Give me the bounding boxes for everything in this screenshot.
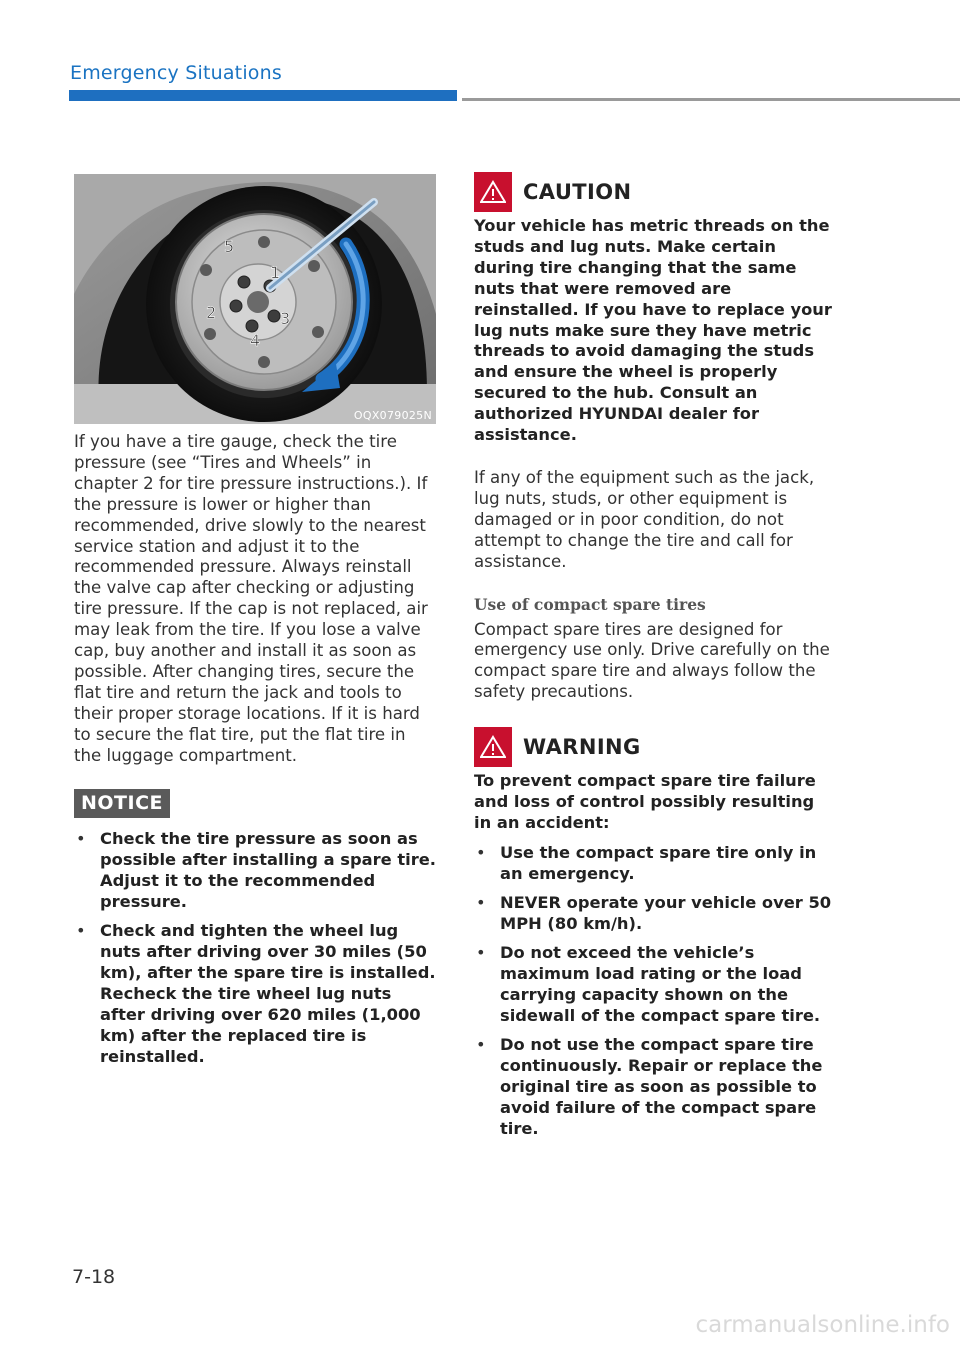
warning-item: • Do not exceed the vehicle’s maximum load rating or the load carrying capacity shown on the sidewall of the compact spare tire. [474,942,834,1026]
warning-title: WARNING [523,735,641,760]
right-column [474,172,834,1147]
equipment-paragraph: If any of the equipment such as the jack, lug nuts, studs, or other equipment is damaged or in poor condition, do not attempt to change the tire and call for assistance. [474,467,815,571]
lug-label-1: 1 [270,263,281,282]
page-number: 7-18 [72,1266,116,1288]
compact-spare-heading: Use of compact spare tires [474,594,706,614]
header-rule-accent [69,90,457,101]
caution-body: Your vehicle has metric threads on the studs and lug nuts. Make certain during tire changing that the same nuts that were removed are reinstalled. If you have to replace your lug nuts make sure they have metric threads to avoid damaging the studs and ensure the wheel is properly secured to the hub. Consult an authorized HYUNDAI dealer for assistance. [474,216,832,445]
notice-item: • Check the tire pressure as soon as possible after installing a spare tire. Adjust it to the recommended pressure. [74,828,436,912]
notice-item: • Check and tighten the wheel lug nuts after driving over 30 miles (50 km), after the spare tire is installed. Recheck the tire wheel lug nuts after driving over 620 miles (1,000 km) after the replaced tire is reinstalled. [74,920,436,1067]
warning-item: • Do not use the compact spare tire continuously. Repair or replace the original tire as soon as possible to avoid failure of the compact spare tire. [474,1034,834,1139]
notice-list [74,828,436,1067]
header-rule-gray [462,98,960,101]
lug-label-2: 2 [206,303,217,322]
wheel-illustration [74,174,436,424]
warning-intro: To prevent compact spare tire failure and loss of control possibly resulting in an accident: [474,771,816,832]
lug-label-3: 3 [280,309,291,328]
warning-list [474,842,834,1139]
tire-pressure-paragraph: If you have a tire gauge, check the tire pressure (see “Tires and Wheels” in chapter 2 for tire pressure instructions.). If the pressure is lower or higher than recommended, drive slowly to the nearest service station and adjust it to the recommended pressure. Always reinstall the valve cap after checking or adjusting tire pressure. If the cap is not replaced, air may leak from the tire. If you lose a valve cap, buy another and install it as soon as possible. After changing tires, secure the flat tire and return the jack and tools to their proper storage locations. If it is hard to secure the flat tire, put the flat tire in the luggage compartment. [74,432,428,765]
warning-header [474,727,834,767]
lug-label-4: 4 [250,331,261,350]
warning-item: • Use the compact spare tire only in an emergency. [474,842,834,884]
figure-caption: OQX079025N [353,409,432,422]
caution-title: CAUTION [523,180,632,204]
warning-triangle-icon [474,172,512,212]
lug-label-5: 5 [224,237,235,256]
wheel-lug-nut-figure [74,174,436,424]
caution-header [474,172,834,212]
watermark-text: carmanualsonline.info [695,1312,950,1338]
section-header-title: Emergency Situations [70,62,282,84]
notice-label: NOTICE [74,789,170,818]
left-column [74,432,436,1075]
warning-triangle-icon [474,727,512,767]
warning-item: • NEVER operate your vehicle over 50 MPH (80 km/h). [474,892,834,934]
compact-spare-paragraph: Compact spare tires are designed for emergency use only. Drive carefully on the compact spare tire and always follow the safety precautions. [474,619,830,702]
